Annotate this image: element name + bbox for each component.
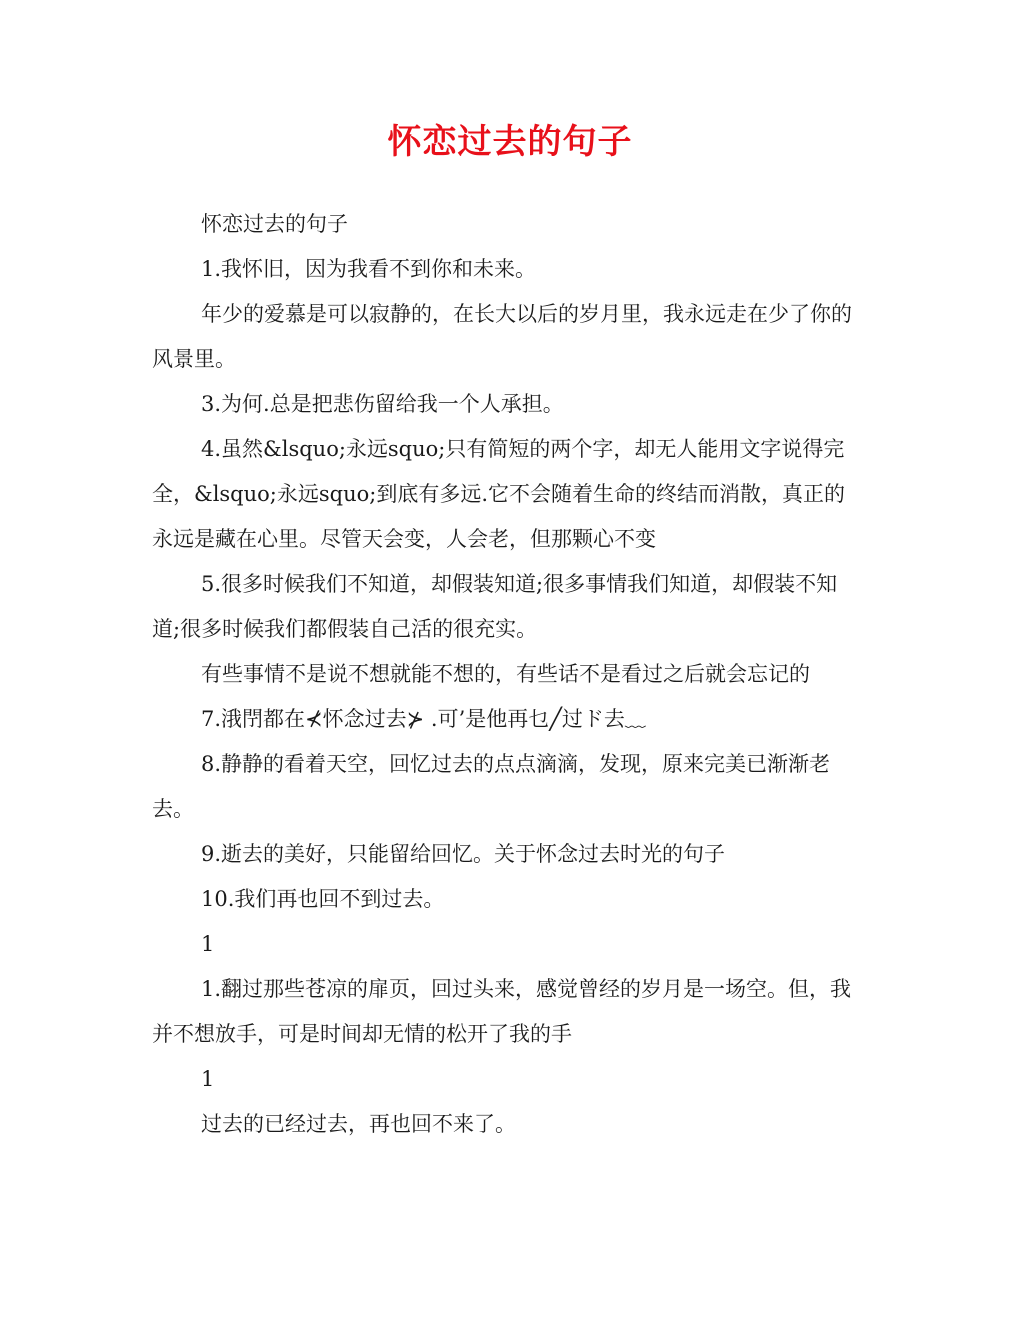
paragraph: 8.静静的看着天空，回忆过去的点点滴滴，发现，原来完美已渐渐老去。 bbox=[152, 752, 831, 821]
page-title: 怀恋过去的句子 bbox=[387, 122, 633, 162]
document-body bbox=[152, 202, 864, 1147]
paragraph: 4.虽然&lsquo;永远squo;只有简短的两个字，却无人能用文字说得完全，&lsquo;永远squo;到底有多远.它不会随着生命的终结而消散，真正的永远是藏在心里。尽管天会变，人会老，但那颗心不变 bbox=[152, 437, 846, 551]
paragraph: 年少的爱慕是可以寂静的，在长大以后的岁月里，我永远走在少了你的风景里。 bbox=[152, 302, 852, 371]
paragraph: 怀恋过去的句子 bbox=[201, 212, 348, 236]
paragraph: 9.逝去的美好，只能留给回忆。关于怀念过去时光的句子 bbox=[201, 842, 726, 866]
paragraph: 1 bbox=[201, 1067, 215, 1091]
paragraph: 3.为何.总是把悲伤留给我一个人承担。 bbox=[201, 392, 564, 416]
paragraph: 5.很多时候我们不知道，却假装知道;很多事情我们知道，却假装不知道;很多时候我们都假装自己活的很充实。 bbox=[152, 572, 838, 641]
paragraph: 10.我们再也回不到过去。 bbox=[201, 887, 445, 911]
paragraph: 有些事情不是说不想就能不想的，有些话不是看过之后就会忘记的 bbox=[201, 662, 810, 686]
paragraph: 过去的已经过去，再也回不来了。 bbox=[201, 1112, 516, 1136]
paragraph: 1 bbox=[201, 932, 215, 956]
paragraph: 7.涐閅都在⊀怀念过去⊁ .可’是他再乜╱过ド去﹏ bbox=[201, 707, 646, 731]
paragraph: 1.我怀旧，因为我看不到你和未来。 bbox=[201, 257, 537, 281]
paragraph: 1.翻过那些苍凉的扉页，回过头来，感觉曾经的岁月是一场空。但，我并不想放手，可是时间却无情的松开了我的手 bbox=[152, 977, 852, 1046]
